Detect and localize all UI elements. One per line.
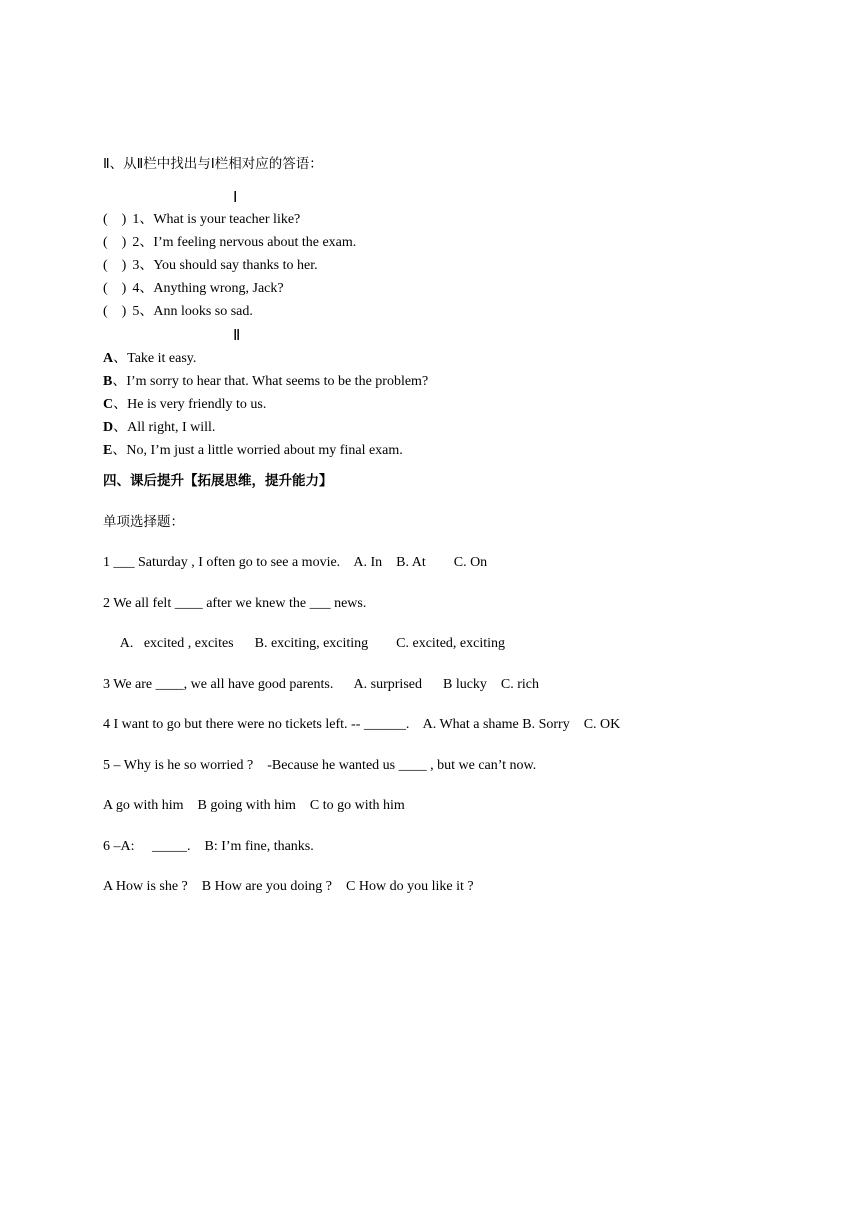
column-one-label: Ⅰ [233,190,238,206]
answer-item [103,396,266,414]
choice-line: 5 – Why is he so worried ? -Because he wanted us ____ , but we can’t now. [103,758,537,773]
answer-bracket: ( ) [103,212,127,227]
answer-item [103,419,215,437]
question-item [103,234,356,252]
question-item [103,280,284,298]
question-item [103,303,253,321]
answer-bracket: ( ) [103,281,127,296]
answer-text: 、I’m sorry to hear that. What seems to be the problem? [112,374,429,389]
question-text: 4、Anything wrong, Jack? [132,281,284,296]
choice-line: 2 We all felt ____ after we knew the ___ news. [103,596,367,611]
answer-bracket: ( ) [103,235,127,250]
question-text: 2、I’m feeling nervous about the exam. [132,235,357,250]
choice-line: A. excited , excites B. exciting, exciting C. excited, exciting [103,636,506,651]
question-text: 1、What is your teacher like? [132,212,301,227]
choice-line: 6 –A: _____. B: I’m fine, thanks. [103,839,314,854]
answer-text: 、All right, I will. [113,420,216,435]
choice-line: A go with him B going with him C to go with him [103,798,405,813]
answer-bracket: ( ) [103,258,127,273]
question-text: 5、Ann looks so sad. [132,304,253,319]
answer-text: 、He is very friendly to us. [113,397,267,412]
answer-bracket: ( ) [103,304,127,319]
answer-letter: A [103,351,114,366]
multiple-choice-heading: 单项选择题： [103,514,184,530]
question-item [103,257,318,275]
answer-letter: E [103,443,113,458]
choice-line: 3 We are ____, we all have good parents. A. surprised B lucky C. rich [103,677,540,692]
choice-line: 4 I want to go but there were no tickets left. -- ______. A. What a shame B. Sorry C. OK [103,717,621,732]
answer-item [103,350,196,368]
column-two-label: Ⅱ [233,328,241,344]
question-text: 3、You should say thanks to her. [132,258,318,273]
matching-instruction: Ⅱ、从Ⅱ栏中找出与Ⅰ栏相对应的答语： [103,156,323,172]
answer-text: 、No, I’m just a little worried about my final exam. [112,443,403,458]
choice-line: 1 ___ Saturday , I often go to see a movie. A. In B. At C. On [103,555,488,570]
section-four-heading: 四、课后提升【拓展思维，提升能力】 [103,473,333,489]
choice-line: A How is she ? B How are you doing ? C How do you like it ? [103,879,474,894]
answer-letter: C [103,397,114,412]
answer-letter: B [103,374,113,389]
answer-text: 、Take it easy. [113,351,197,366]
answer-letter: D [103,420,114,435]
answer-item [103,373,428,391]
question-item [103,211,300,229]
answer-item [103,442,403,460]
